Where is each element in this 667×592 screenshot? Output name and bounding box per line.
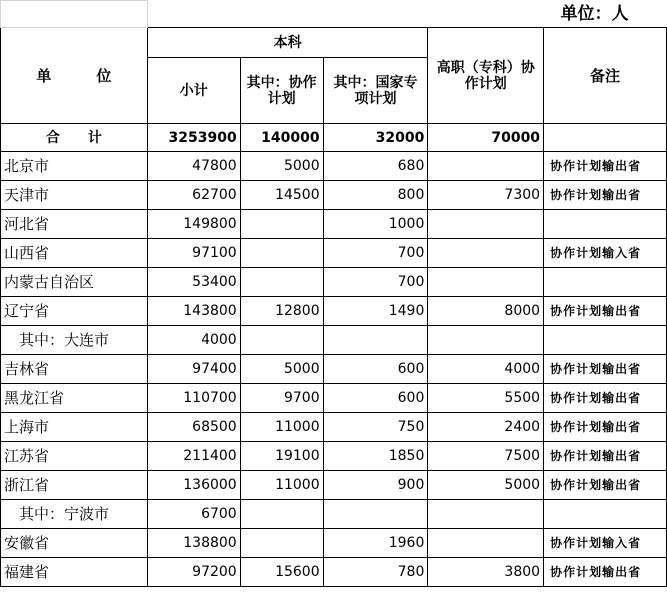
table-row: [1, 355, 667, 384]
vocational-cell[interactable]: [428, 268, 544, 297]
vocational-cell[interactable]: [428, 529, 544, 558]
coop-cell[interactable]: 12800: [240, 297, 323, 326]
total-vocational[interactable]: 70000: [428, 124, 544, 152]
national-cell[interactable]: 700: [323, 239, 428, 268]
remark-cell[interactable]: [544, 500, 667, 529]
region-name[interactable]: 江苏省: [1, 442, 148, 471]
vocational-cell[interactable]: 3800: [428, 558, 544, 587]
remark-cell[interactable]: 协作计划输出省: [544, 384, 667, 413]
vocational-cell[interactable]: [428, 210, 544, 239]
region-name[interactable]: 其中：宁波市: [1, 500, 148, 529]
table-row: [1, 413, 667, 442]
table-row: [1, 471, 667, 500]
national-cell[interactable]: [323, 326, 428, 355]
region-name[interactable]: 安徽省: [1, 529, 148, 558]
coop-cell[interactable]: [240, 529, 323, 558]
subtotal-cell[interactable]: 4000: [147, 326, 240, 355]
table-row: [1, 181, 667, 210]
table-row: [1, 442, 667, 471]
coop-cell[interactable]: 14500: [240, 181, 323, 210]
national-cell[interactable]: 780: [323, 558, 428, 587]
national-cell[interactable]: 1960: [323, 529, 428, 558]
subtotal-cell[interactable]: 62700: [147, 181, 240, 210]
region-name[interactable]: 浙江省: [1, 471, 148, 500]
subtotal-cell[interactable]: 47800: [147, 152, 240, 181]
national-cell[interactable]: 700: [323, 268, 428, 297]
coop-cell[interactable]: 15600: [240, 558, 323, 587]
table-row: [1, 239, 667, 268]
subtotal-cell[interactable]: 211400: [147, 442, 240, 471]
coop-cell[interactable]: 11000: [240, 413, 323, 442]
vocational-cell[interactable]: [428, 239, 544, 268]
coop-cell[interactable]: [240, 326, 323, 355]
header-row-1: [1, 28, 667, 58]
subtotal-cell[interactable]: 136000: [147, 471, 240, 500]
region-name[interactable]: 其中：大连市: [1, 326, 148, 355]
subtotal-cell[interactable]: 149800: [147, 210, 240, 239]
remark-cell[interactable]: 协作计划输出省: [544, 297, 667, 326]
remark-cell[interactable]: 协作计划输出省: [544, 181, 667, 210]
remark-cell[interactable]: 协作计划输入省: [544, 529, 667, 558]
coop-cell[interactable]: [240, 239, 323, 268]
national-cell[interactable]: 600: [323, 384, 428, 413]
total-coop[interactable]: 140000: [240, 124, 323, 152]
subtotal-cell[interactable]: 97100: [147, 239, 240, 268]
region-name[interactable]: 上海市: [1, 413, 148, 442]
coop-cell[interactable]: 11000: [240, 471, 323, 500]
vocational-cell[interactable]: 4000: [428, 355, 544, 384]
region-name[interactable]: 辽宁省: [1, 297, 148, 326]
remark-cell[interactable]: [544, 326, 667, 355]
header-vocational[interactable]: 高职（专科）协作计划: [428, 28, 544, 124]
table-row: [1, 152, 667, 181]
table-row: [1, 384, 667, 413]
header-remark[interactable]: 备注: [544, 28, 667, 124]
remark-cell[interactable]: 协作计划输入省: [544, 239, 667, 268]
region-name[interactable]: 福建省: [1, 558, 148, 587]
coop-cell[interactable]: [240, 500, 323, 529]
table-row: [1, 529, 667, 558]
total-row: [1, 124, 667, 152]
header-subtotal[interactable]: 小计: [147, 58, 240, 124]
remark-cell[interactable]: 协作计划输出省: [544, 442, 667, 471]
region-name[interactable]: 吉林省: [1, 355, 148, 384]
header-unit[interactable]: 单 位: [1, 28, 148, 124]
header-national[interactable]: 其中：国家专项计划: [323, 58, 428, 124]
coop-cell[interactable]: 19100: [240, 442, 323, 471]
total-subtotal[interactable]: 3253900: [147, 124, 240, 152]
total-label[interactable]: 合 计: [1, 124, 148, 152]
remark-cell[interactable]: 协作计划输出省: [544, 152, 667, 181]
table-row: [1, 268, 667, 297]
national-cell[interactable]: [323, 500, 428, 529]
coop-cell[interactable]: 5000: [240, 355, 323, 384]
vocational-cell[interactable]: 5500: [428, 384, 544, 413]
table-row: [1, 297, 667, 326]
subtotal-cell[interactable]: 6700: [147, 500, 240, 529]
region-name[interactable]: 山西省: [1, 239, 148, 268]
table-row: [1, 210, 667, 239]
vocational-cell[interactable]: 2400: [428, 413, 544, 442]
vocational-cell[interactable]: [428, 326, 544, 355]
national-cell[interactable]: 600: [323, 355, 428, 384]
remark-cell[interactable]: 协作计划输出省: [544, 413, 667, 442]
unit-row: [1, 1, 667, 28]
subtotal-cell[interactable]: 110700: [147, 384, 240, 413]
national-cell[interactable]: 1000: [323, 210, 428, 239]
vocational-cell[interactable]: 8000: [428, 297, 544, 326]
coop-cell[interactable]: 5000: [240, 152, 323, 181]
total-remark[interactable]: [544, 124, 667, 152]
vocational-cell[interactable]: 5000: [428, 471, 544, 500]
header-undergrad[interactable]: 本科: [147, 28, 428, 58]
remark-cell[interactable]: [544, 268, 667, 297]
subtotal-cell[interactable]: 53400: [147, 268, 240, 297]
national-cell[interactable]: 680: [323, 152, 428, 181]
header-coop[interactable]: 其中：协作计划: [240, 58, 323, 124]
vocational-cell[interactable]: 7300: [428, 181, 544, 210]
national-cell[interactable]: 1850: [323, 442, 428, 471]
national-cell[interactable]: 800: [323, 181, 428, 210]
national-cell[interactable]: 750: [323, 413, 428, 442]
subtotal-cell[interactable]: 68500: [147, 413, 240, 442]
remark-cell[interactable]: 协作计划输出省: [544, 558, 667, 587]
table-row: [1, 326, 667, 355]
vocational-cell[interactable]: 7500: [428, 442, 544, 471]
coop-cell[interactable]: [240, 210, 323, 239]
region-name[interactable]: 天津市: [1, 181, 148, 210]
remark-cell[interactable]: 协作计划输出省: [544, 471, 667, 500]
national-cell[interactable]: 1490: [323, 297, 428, 326]
national-cell[interactable]: 900: [323, 471, 428, 500]
region-name[interactable]: 北京市: [1, 152, 148, 181]
subtotal-cell[interactable]: 97200: [147, 558, 240, 587]
subtotal-cell[interactable]: 143800: [147, 297, 240, 326]
region-name[interactable]: 黑龙江省: [1, 384, 148, 413]
coop-cell[interactable]: 9700: [240, 384, 323, 413]
region-name[interactable]: 内蒙古自治区: [1, 268, 148, 297]
coop-cell[interactable]: [240, 268, 323, 297]
region-name[interactable]: 河北省: [1, 210, 148, 239]
table-row: [1, 500, 667, 529]
table-row: [1, 558, 667, 587]
subtotal-cell[interactable]: 138800: [147, 529, 240, 558]
vocational-cell[interactable]: [428, 500, 544, 529]
remark-cell[interactable]: 协作计划输出省: [544, 355, 667, 384]
vocational-cell[interactable]: [428, 152, 544, 181]
subtotal-cell[interactable]: 97400: [147, 355, 240, 384]
unit-label[interactable]: 单位：人: [147, 1, 666, 28]
total-national[interactable]: 32000: [323, 124, 428, 152]
remark-cell[interactable]: [544, 210, 667, 239]
